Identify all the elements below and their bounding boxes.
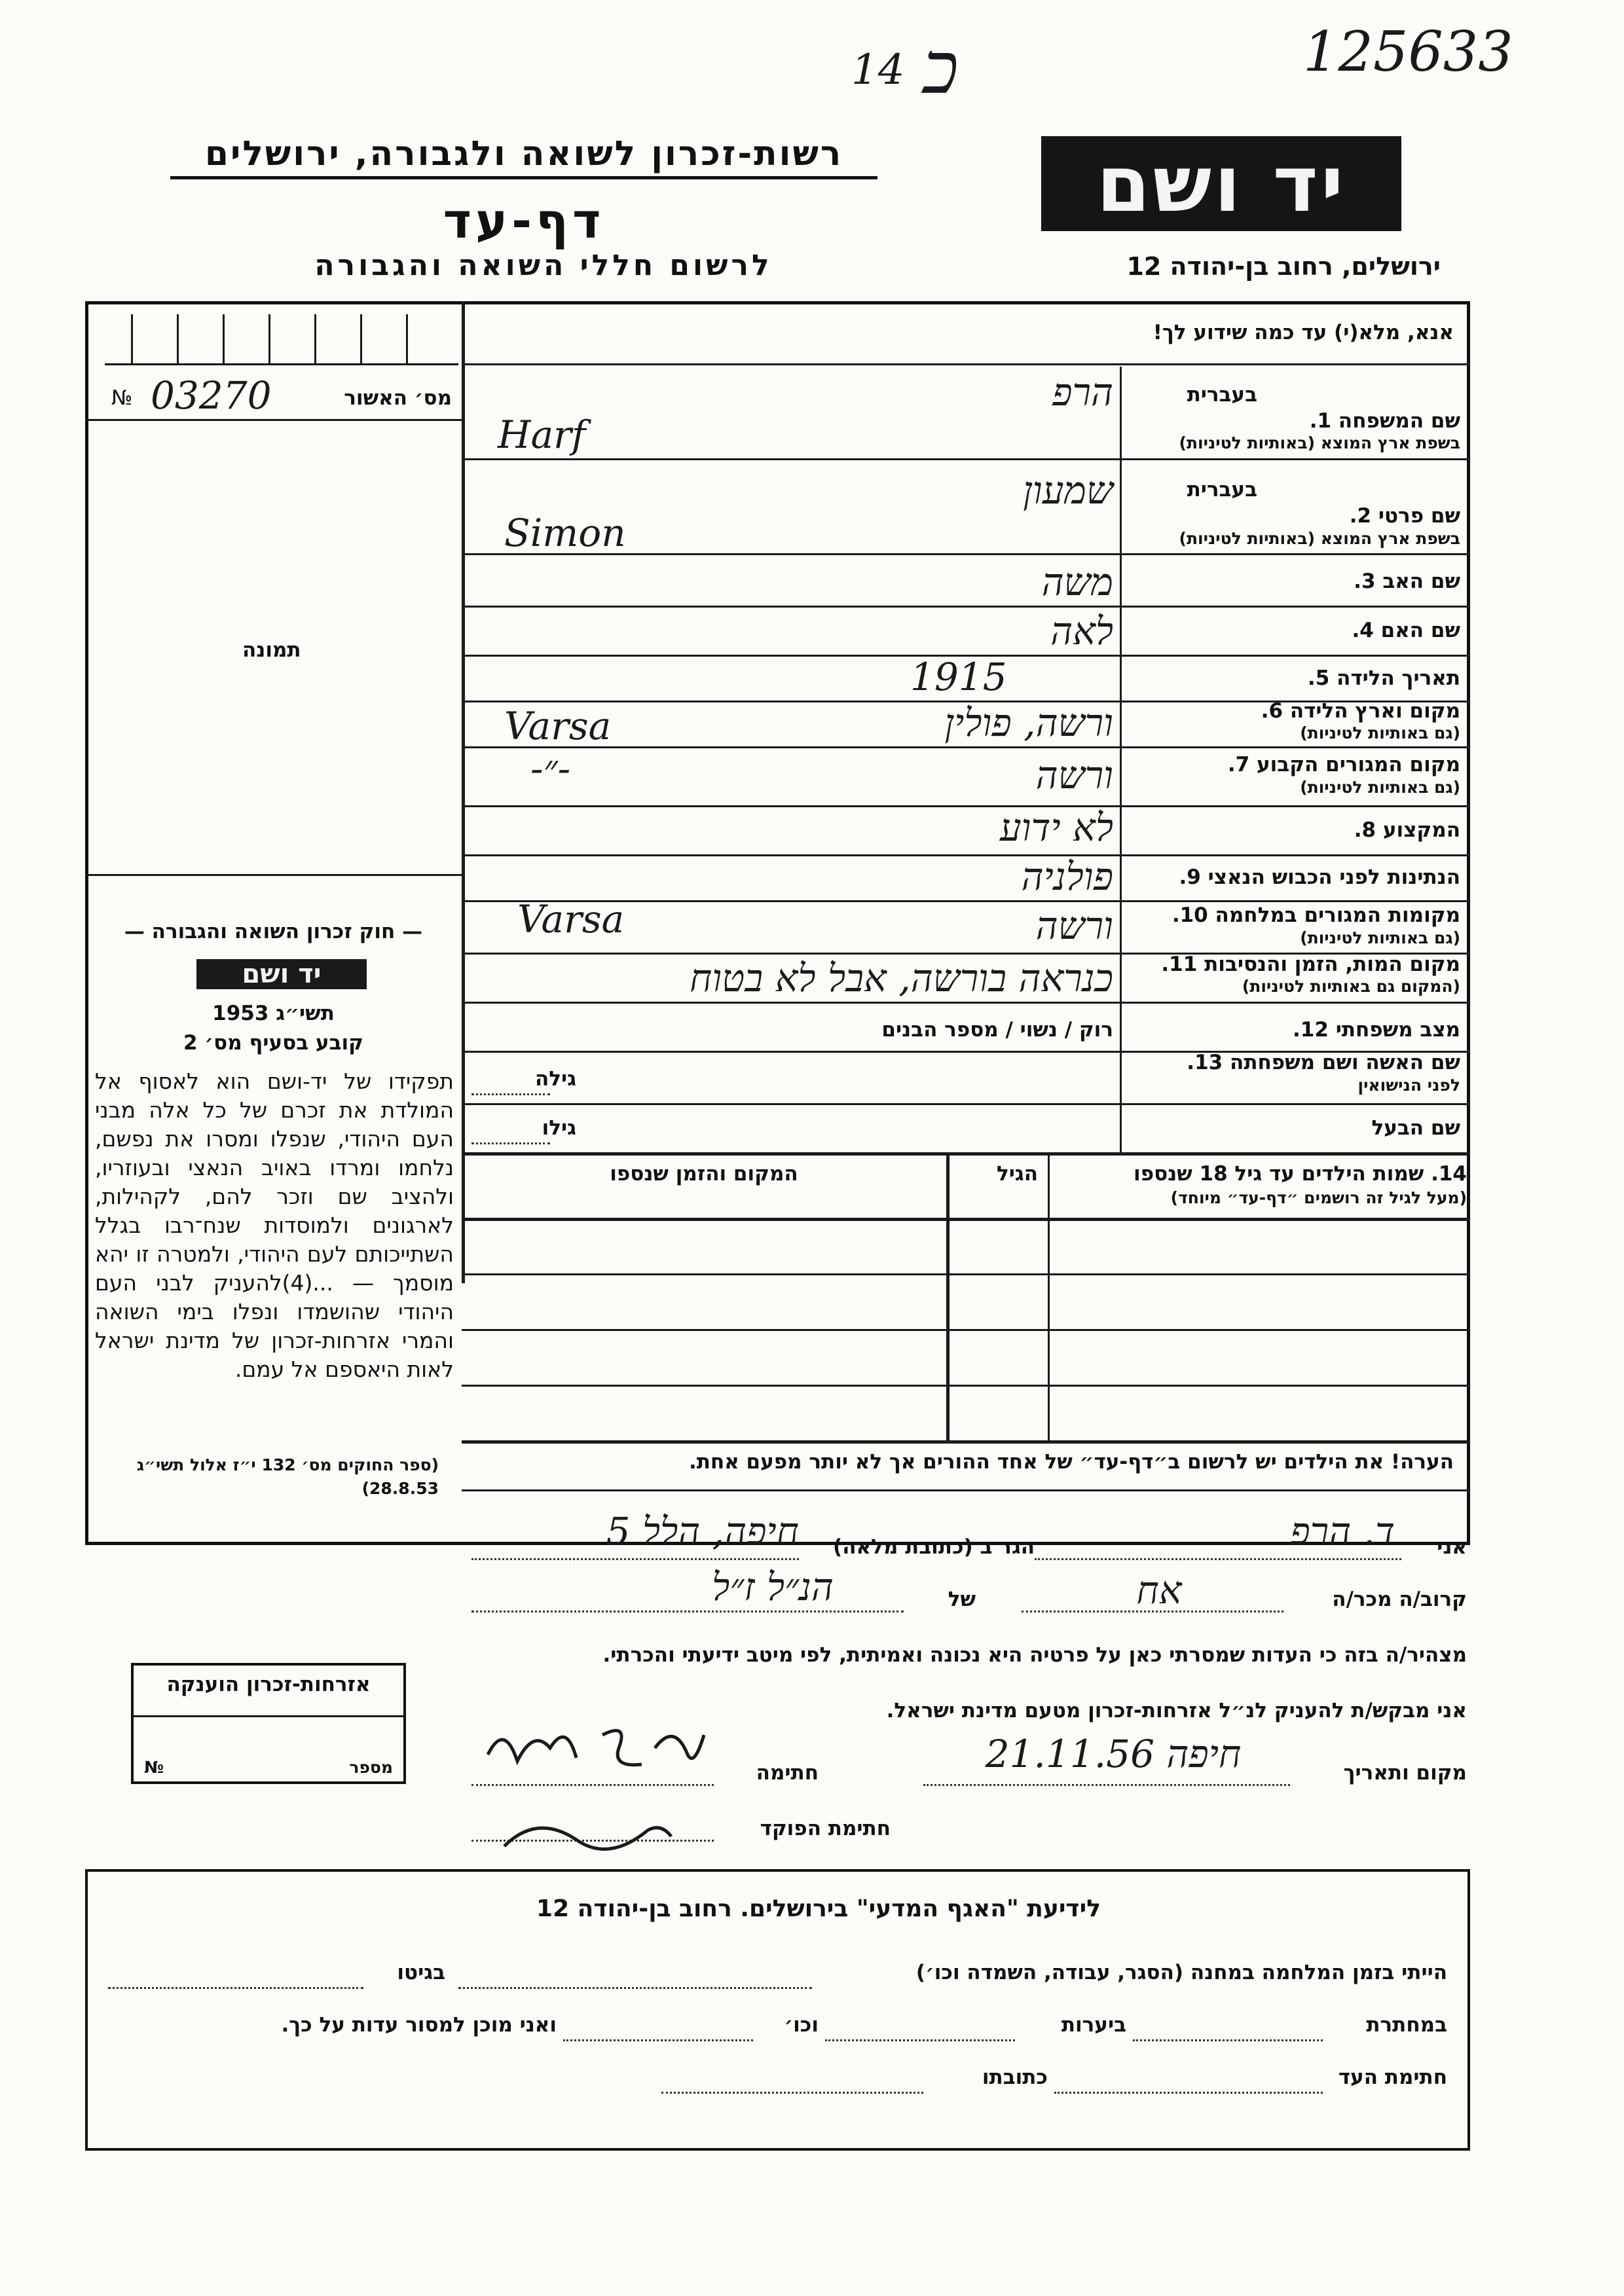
field-1-sub: בשפת ארץ המוצא (באותיות לטיניות): [1179, 433, 1460, 452]
form-subtitle: לרשום חללי השואה והגבורה: [314, 249, 773, 282]
field-label: שם האשה ושם משפחתה: [1230, 1051, 1460, 1074]
rule: [462, 363, 1470, 365]
place-date-value[interactable]: חיפה 21.11.56: [985, 1732, 1242, 1776]
field-label: מקום המגורים הקבוע: [1257, 753, 1460, 776]
citizenship-title: אזרחות-זכרון הוענקה: [166, 1673, 371, 1696]
left-column-border: [462, 301, 465, 1283]
law-logo: יד ושם: [196, 959, 367, 989]
underground-label: במחתרת: [1366, 2013, 1447, 2037]
father-name[interactable]: משה: [1041, 560, 1113, 604]
declaration-text: מצהיר/ה בזה כי העדות שמסרתי כאן על פרטיה היא נכונה ואמיתית, לפי מיטב ידיעתי והכרתי.: [602, 1643, 1467, 1667]
dotted-fill-line: [1035, 1558, 1401, 1560]
wartime-residence-hebrew[interactable]: ורשה: [1035, 903, 1113, 948]
children-col-border: [1048, 1152, 1050, 1440]
field-8-label: [1126, 818, 1460, 842]
hebrew-label: בעברית: [1187, 383, 1257, 407]
of-value[interactable]: הנ״ל ז״ל: [712, 1565, 834, 1609]
field-7-label: [1126, 753, 1460, 776]
rule: [462, 458, 1470, 460]
field-label: הנתינות לפני הכבוש הנאצי: [1208, 866, 1460, 889]
cell-divider: [360, 314, 362, 363]
children-age-header: הגיל: [996, 1162, 1038, 1186]
profession[interactable]: לא ידוע: [999, 805, 1113, 850]
relation-value[interactable]: אח: [1136, 1568, 1182, 1613]
archive-number: 125633: [1303, 20, 1513, 84]
clerk-signature: [498, 1807, 681, 1866]
cell-divider: [177, 314, 179, 363]
field-number: 8.: [1354, 818, 1376, 842]
citizenship-number-label: מספר: [349, 1758, 393, 1777]
reg-number-symbol: №: [111, 386, 133, 410]
declarant-i-label: אני: [1437, 1535, 1467, 1559]
dotted-fill-line: [1054, 2092, 1323, 2094]
dotted-fill-line: [471, 1784, 714, 1786]
husband-label: שם הבעל: [1371, 1116, 1460, 1140]
camp-label: הייתי בזמן המלחמה במחנה (הסגר, עבודה, השמדה וכו׳): [915, 1961, 1447, 1984]
field-number: 1.: [1309, 409, 1332, 433]
rule: [462, 1103, 1470, 1105]
field-number: 13.: [1187, 1051, 1223, 1074]
field-6-sub: (גם באותיות לטיניות): [1300, 723, 1460, 742]
field-3-label: [1126, 570, 1460, 593]
field-label: שם האב: [1382, 570, 1460, 593]
page-mark: כ: [923, 26, 959, 110]
dotted-fill-line: [471, 1093, 550, 1095]
field-label: תאריך הלידה: [1337, 666, 1460, 690]
cell-divider: [223, 314, 225, 363]
witness-signature-label: חתימת העד: [1338, 2066, 1447, 2089]
field-10-label: [1126, 903, 1460, 927]
law-year: תשי״ג 1953: [212, 1002, 335, 1025]
field-number: 9.: [1179, 866, 1201, 889]
children-row-line: [462, 1329, 1470, 1331]
field-number: 7.: [1227, 753, 1250, 776]
rule: [85, 874, 462, 876]
field-2-sub: בשפת ארץ המוצא (באותיות לטיניות): [1179, 529, 1460, 548]
mother-name[interactable]: לאה: [1050, 609, 1113, 653]
dotted-fill-line: [471, 1558, 799, 1560]
field-number: 3.: [1354, 570, 1376, 593]
field-4-label: [1126, 619, 1460, 642]
field-13-sub: לפני הנישואין: [1357, 1076, 1460, 1095]
marital-status[interactable]: רוק / נשוי / מספר הבנים: [881, 1018, 1113, 1042]
field-2-label: [1126, 504, 1460, 528]
field-12-label: [1126, 1018, 1460, 1042]
field-13-label: [1126, 1051, 1460, 1074]
dotted-fill-line: [661, 2092, 923, 2094]
dotted-fill-line: [563, 2039, 753, 2041]
field-label: מקום וארץ הלידה: [1289, 699, 1460, 723]
field-label: שם האם: [1380, 619, 1460, 642]
witness-address-label: כתובתו: [982, 2066, 1048, 2089]
dotted-fill-line: [1022, 1611, 1283, 1613]
children-col-border: [946, 1152, 950, 1440]
birth-date[interactable]: 1915: [910, 655, 1007, 699]
rule: [462, 1152, 1470, 1156]
clerk-signature-label: חתימת הפוקד: [760, 1817, 891, 1840]
field-label: שם פרטי: [1378, 504, 1460, 528]
field-number: 12.: [1292, 1018, 1329, 1042]
rule: [462, 1489, 1470, 1491]
reg-number-label: מס׳ האשור: [344, 386, 452, 410]
header-address: ירושלים, רחוב בן-יהודה 12: [1126, 252, 1441, 281]
cell-divider: [314, 314, 316, 363]
ghetto-label: בגיטו: [397, 1961, 445, 1984]
field-7-sub: (גם באותיות לטיניות): [1300, 778, 1460, 797]
field-label: מקומות המגורים במלחמה: [1215, 903, 1460, 927]
birth-place-hebrew[interactable]: ורשה, פולין: [944, 701, 1113, 745]
declarant-signature: [478, 1709, 714, 1781]
law-title: — חוק זכרון השואה והגבורה —: [124, 920, 423, 943]
husband-age-label: גילו: [542, 1116, 576, 1140]
field-6-label: [1126, 699, 1460, 723]
dotted-fill-line: [108, 1987, 363, 1989]
children-sub: (מעל לגיל זה רושמים ״דף-עד״ מיוחד): [1170, 1188, 1467, 1207]
forests-label: ביערות: [1061, 2013, 1126, 2037]
form-instruction: אנא, מלא(י) עד כמה שידוע לך!: [1153, 321, 1454, 344]
family-name-hebrew[interactable]: הרפ: [1052, 370, 1113, 414]
field-number: 4.: [1352, 619, 1374, 642]
rule: [462, 606, 1470, 608]
field-number: 6.: [1261, 699, 1283, 723]
rule: [462, 1002, 1470, 1004]
field-10-sub: (גם באותיות לטיניות): [1300, 928, 1460, 947]
reg-number-cells: [105, 308, 458, 365]
birth-place-latin[interactable]: Varsa: [504, 704, 612, 748]
field-number: 11.: [1161, 953, 1198, 976]
field-label: מקום המות, הזמן והנסיבות: [1204, 953, 1460, 976]
cell-divider: [131, 314, 133, 363]
field-1-label: [1126, 409, 1460, 433]
residence-hebrew[interactable]: ורשה: [1035, 753, 1113, 797]
law-source: (ספר החוקים מס׳ 132 י״ז אלול תשי״ג 28.8.53): [136, 1455, 439, 1498]
field-11-sub: (המקום גם באותיות לטיניות): [1242, 977, 1460, 996]
request-text: אני מבקש/ת להעניק לנ״ל אזרחות-זכרון מטעם מדינת ישראל.: [886, 1699, 1467, 1722]
note-label: הערה!: [1390, 1450, 1454, 1474]
relative-label: קרוב/ה מכר/ה: [1332, 1588, 1467, 1611]
label-column-border: [1120, 367, 1122, 1152]
cell-divider: [406, 314, 408, 363]
cell-divider: [268, 314, 270, 363]
page-number: 14: [851, 46, 905, 94]
residence-label: הגר ב (כתובת מלאה): [833, 1535, 1035, 1559]
family-name-latin[interactable]: Harf: [498, 412, 586, 457]
place-date-label: מקום ותאריך: [1343, 1761, 1467, 1785]
hebrew-label: בעברית: [1187, 478, 1257, 501]
note-row: [471, 1450, 1454, 1474]
form-title: דף-עד: [443, 193, 605, 249]
note-text: את הילדים יש לרשום ב״דף-עד״ של אחד ההורים אך לא יותר מפעם אחת.: [688, 1450, 1384, 1474]
field-11-label: [1126, 953, 1460, 976]
dotted-fill-line: [458, 1987, 812, 1989]
declarant-address[interactable]: חיפה, הלל 5: [606, 1509, 799, 1554]
first-name-latin[interactable]: Simon: [504, 511, 626, 555]
rule: [132, 1715, 405, 1717]
reg-number-value[interactable]: 03270: [151, 373, 272, 418]
wartime-residence-latin[interactable]: Varsa: [517, 897, 625, 941]
declarant-name[interactable]: ד. הרפ: [1290, 1509, 1395, 1554]
etc-label: וכו׳: [784, 2013, 819, 2037]
dotted-fill-line: [923, 1784, 1290, 1786]
field-number: 5.: [1307, 666, 1330, 690]
underground-title: לידיעת "האגף המדעי" בירושלים. רחוב בן-יהודה 12: [536, 1895, 1101, 1922]
dotted-fill-line: [1133, 2039, 1323, 2041]
photo-label: תמונה: [242, 638, 301, 662]
field-5-label: [1126, 666, 1460, 690]
law-section: קובע בסעיף מס׳ 2: [183, 1031, 363, 1055]
citizenship-before[interactable]: פולניה: [1021, 854, 1113, 899]
children-place-header: המקום והזמן שנספו: [610, 1162, 798, 1186]
children-row-line: [462, 1385, 1470, 1387]
death-place[interactable]: כנראה בורשה, אבל לא בטוח: [690, 956, 1113, 1000]
law-body: תפקידו של יד-ושם הוא לאסוף אל המולדת את זכרם של כל אלה מבני העם היהודי, שנפלו ומסרו את נפשם, נלחמו ומרדו באויב הנאצי ובעוזריו, ולהציב שם וזכר להם, לקהילות, לארגונים ולמוסדות שנח־רבו בגלל השתייכותם לעם היהודי, ולמטרה זו יהא מוסמך — ...(4)להעניק לבני העם היהודי שהושמדו ונפלו בימי השואה והמרי אזרחות-זכרון של מדינת ישראל לאות היאספם אל עמם.: [95, 1068, 454, 1382]
field-9-label: [1126, 866, 1460, 889]
wife-age-label: גילה: [534, 1067, 576, 1091]
rule: [85, 419, 462, 421]
children-label: 14. שמות הילדים עד גיל 18 שנספו: [1134, 1162, 1467, 1186]
rule: [462, 1218, 1470, 1221]
dotted-fill-line: [471, 1611, 904, 1613]
field-number: 10.: [1172, 903, 1208, 927]
first-name-hebrew[interactable]: שמעון: [1023, 468, 1113, 513]
yad-vashem-logo: יד ושם: [1041, 136, 1401, 231]
children-row-line: [462, 1273, 1470, 1275]
field-label: המקצוע: [1382, 818, 1460, 842]
dotted-fill-line: [471, 1142, 550, 1144]
field-number: 2.: [1349, 504, 1372, 528]
authority-name: רשות-זכרון לשואה ולגבורה, ירושלים: [170, 134, 877, 179]
field-label: שם המשפחה: [1338, 409, 1460, 433]
testimony-willing: ואני מוכן למסור עדות על כך.: [281, 2013, 557, 2037]
field-label: מצב משפחתי: [1335, 1018, 1460, 1042]
rule: [462, 1440, 1470, 1444]
residence-latin[interactable]: -״-: [530, 746, 571, 791]
signature-label: חתימה: [756, 1761, 819, 1785]
dotted-fill-line: [825, 2039, 1015, 2041]
of-label: של: [948, 1588, 976, 1611]
citizenship-number-symbol: №: [144, 1758, 164, 1777]
